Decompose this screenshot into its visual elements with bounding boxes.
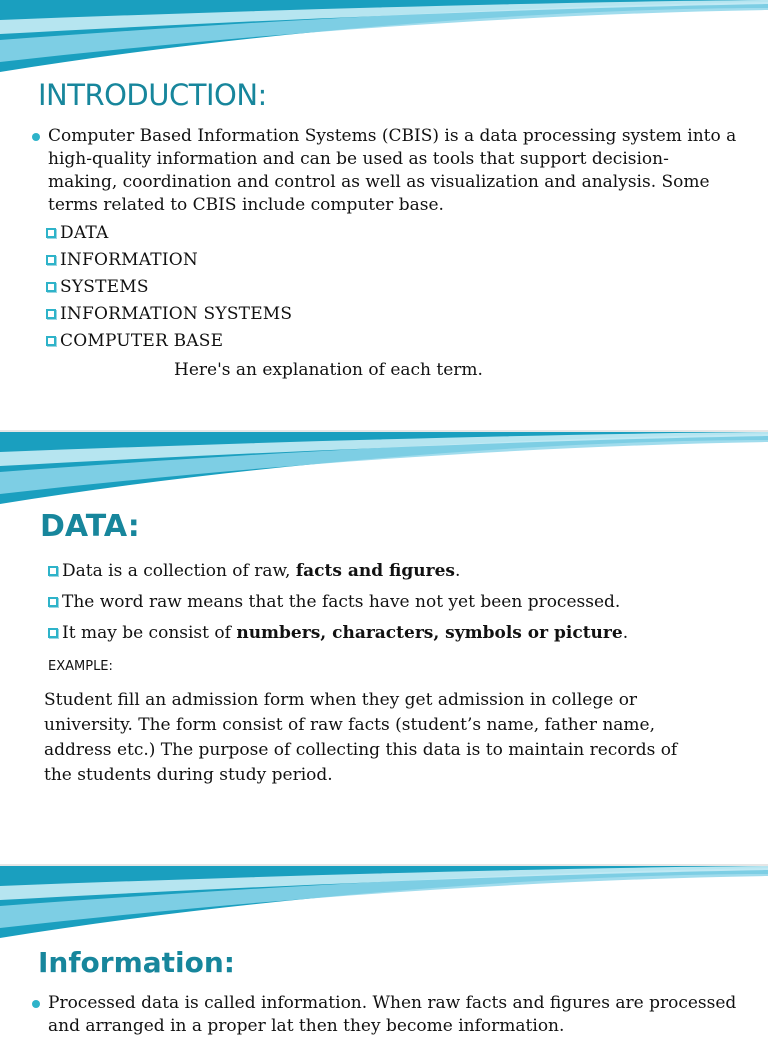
slide-title: INTRODUCTION: xyxy=(38,78,267,112)
checkbox-bullet-icon xyxy=(46,336,56,346)
data-bullet-1: Data is a collection of raw, facts and figures. xyxy=(48,560,738,583)
checkbox-bullet-icon xyxy=(46,228,56,238)
bullet-dot-icon xyxy=(32,1000,40,1008)
slide-data xyxy=(0,432,768,864)
checkbox-bullet-icon xyxy=(46,255,56,265)
information-paragraph: Processed data is called information. When raw facts and figures are processed and arranged in a proper lat then they become information. xyxy=(48,993,737,1036)
checkbox-bullet-icon xyxy=(46,309,56,319)
term-item-data: DATA xyxy=(46,222,738,245)
term-item-information-systems: INFORMATION SYSTEMS xyxy=(46,303,738,326)
checkbox-bullet-icon xyxy=(48,566,58,576)
closing-line: Here's an explanation of each term. xyxy=(174,360,483,380)
intro-bullet xyxy=(30,125,738,217)
data-bullet-2: The word raw means that the facts have not yet been processed. xyxy=(48,591,738,614)
slide-introduction xyxy=(0,0,768,430)
header-wave-decoration xyxy=(0,866,768,946)
header-wave-decoration xyxy=(0,432,768,512)
bullet-dot-icon xyxy=(32,133,40,141)
term-item-computer-base: COMPUTER BASE xyxy=(46,330,738,353)
slide-title: Information: xyxy=(38,946,235,979)
term-item-information: INFORMATION xyxy=(46,249,738,272)
checkbox-bullet-icon xyxy=(46,282,56,292)
slide-information xyxy=(0,866,768,1036)
checkbox-bullet-icon xyxy=(48,628,58,638)
term-item-systems: SYSTEMS xyxy=(46,276,738,299)
slide-title: DATA: xyxy=(40,509,140,544)
header-wave-decoration xyxy=(0,0,768,80)
intro-paragraph: Computer Based Information Systems (CBIS) is a data processing system into a high-quality information and can be used as tools that support decision-making, coordination and control as well as visualization and analysis. Some terms related to CBIS include computer base. xyxy=(48,126,737,215)
example-paragraph: Student fill an admission form when they get admission in college or university. The form consist of raw facts (student’s name, father name, address etc.) The purpose of collecting this data is to maintain records of the students during study period. xyxy=(44,690,678,785)
example-label: EXAMPLE: xyxy=(48,659,113,674)
checkbox-bullet-icon xyxy=(48,597,58,607)
data-bullet-3: It may be consist of numbers, characters, symbols or picture. xyxy=(48,622,738,645)
information-bullet xyxy=(30,992,738,1038)
